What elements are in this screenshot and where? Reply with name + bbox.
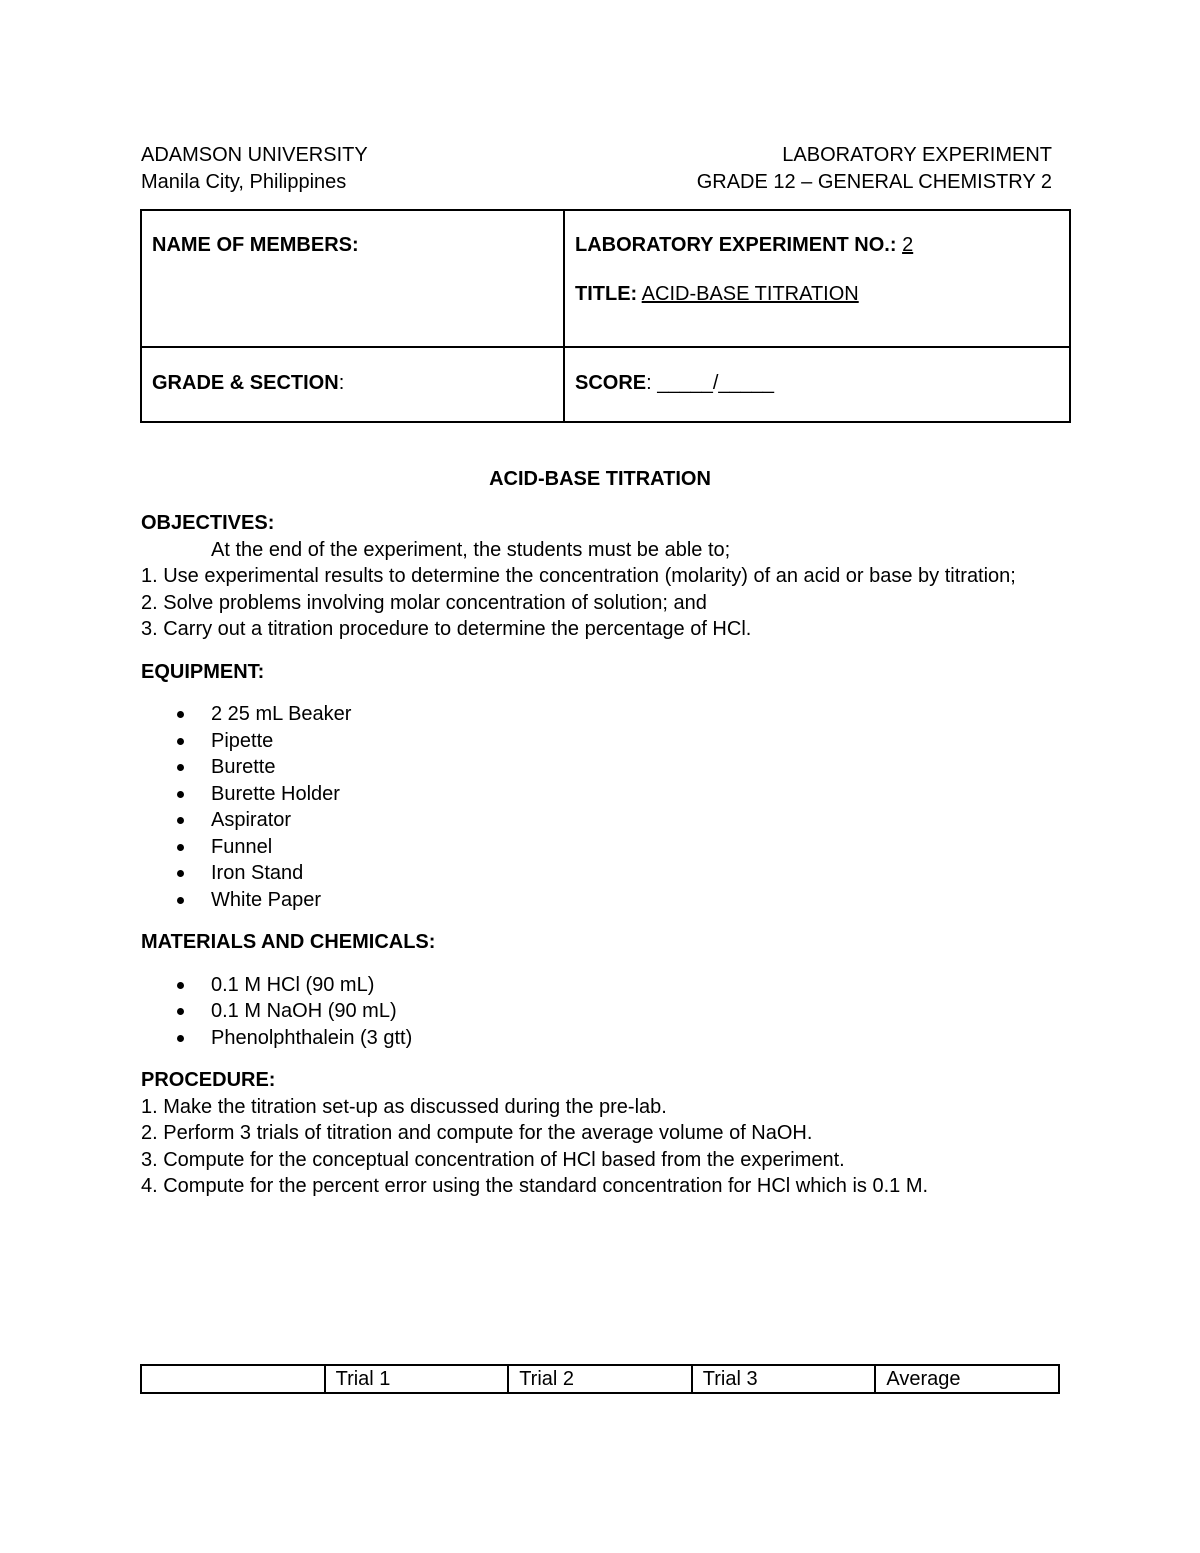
procedure-item: 3. Compute for the conceptual concentration of HCl based from the experiment. [141,1148,845,1171]
average-header: Average [875,1365,1059,1393]
equipment-item: Aspirator [141,807,1041,834]
materials-list [141,972,1041,1052]
objectives-heading: OBJECTIVES: [141,512,275,534]
title-label: TITLE: [575,283,638,305]
procedure-item: 4. Compute for the percent error using the standard concentration for HCl which is 0.1 M. [141,1175,929,1197]
grade-section-cell[interactable] [141,347,564,422]
score-label: SCORE [575,372,647,394]
equipment-item: Burette Holder [141,781,1041,808]
material-item: Phenolphthalein (3 gtt) [141,1025,1041,1052]
university-location: Manila City, Philippines [141,171,347,193]
experiment-cell [564,210,1070,347]
university-name: ADAMSON UNIVERSITY [141,144,368,166]
title-value: ACID-BASE TITRATION [641,283,859,305]
document-body [141,510,1041,1200]
procedure-item: 1. Make the titration set-up as discussed during the pre-lab. [141,1095,667,1118]
equipment-item: White Paper [141,887,1041,914]
header-right [697,142,1052,196]
objective-item: 3. Carry out a titration procedure to determine the percentage of HCl. [141,618,752,640]
trial-2-header: Trial 2 [508,1365,692,1393]
members-label: NAME OF MEMBERS: [152,234,359,256]
header-left [141,142,368,196]
trial-1-header: Trial 1 [325,1365,509,1393]
document-title: ACID-BASE TITRATION [489,468,711,490]
trial-table-header-blank [141,1365,325,1393]
equipment-item: Funnel [141,834,1041,861]
grade-section-colon: : [338,372,345,394]
procedure-item: 2. Perform 3 trials of titration and compute for the average volume of NaOH. [141,1122,813,1144]
document-type: LABORATORY EXPERIMENT [782,144,1052,166]
info-table [140,209,1071,423]
equipment-item: Iron Stand [141,860,1041,887]
experiment-no-label: LABORATORY EXPERIMENT NO.: [575,234,897,256]
score-cell[interactable] [564,347,1070,422]
experiment-no-value: 2 [902,234,914,256]
material-item: 0.1 M HCl (90 mL) [141,972,1041,999]
procedure-heading: PROCEDURE: [141,1069,276,1091]
equipment-heading: EQUIPMENT: [141,660,265,683]
table-row [141,1365,1059,1393]
equipment-item: Pipette [141,728,1041,755]
objective-item: 1. Use experimental results to determine the concentration (molarity) of an acid or base by titration; [141,565,1016,587]
materials-heading: MATERIALS AND CHEMICALS: [141,931,436,953]
course-name: GRADE 12 – GENERAL CHEMISTRY 2 [696,171,1052,193]
trial-table [140,1364,1060,1394]
equipment-list [141,701,1041,913]
grade-section-label: GRADE & SECTION [152,372,339,394]
score-blank: : _____/_____ [646,372,775,394]
equipment-item: 2 25 mL Beaker [141,701,1041,728]
objective-item: 2. Solve problems involving molar concentration of solution; and [141,591,707,614]
material-item: 0.1 M NaOH (90 mL) [141,998,1041,1025]
members-cell[interactable] [141,210,564,347]
objectives-intro: At the end of the experiment, the students must be able to; [211,538,731,561]
trial-3-header: Trial 3 [692,1365,876,1393]
equipment-item: Burette [141,754,1041,781]
